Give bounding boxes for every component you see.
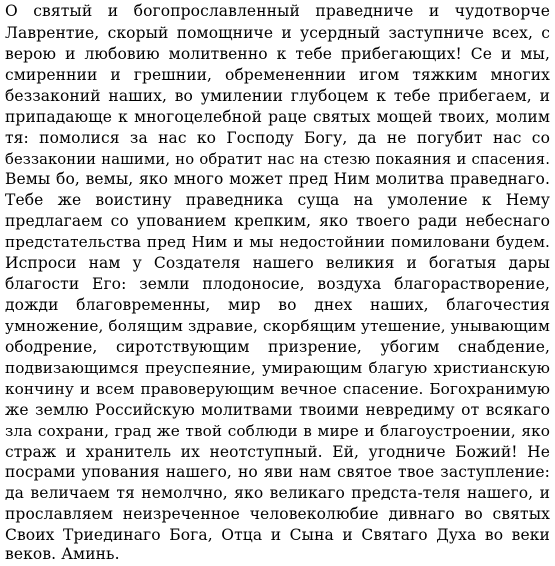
prayer-line: прославляем неизреченное человеколюбие дивнаго во святых [5,505,550,523]
prayer-line: О святый и богопрославленный праведниче и чудотворче [5,2,550,20]
prayer-line: Вемы бо, вемы, яко много может пред Ним молитва праведнаго. [5,170,550,188]
prayer-line: да величаем тя немолчно, яко великаго предста-теля нашего, и [5,484,550,502]
prayer-line: Лаврентие, скорый помощниче и усердный заступниче всех, с [5,24,550,42]
prayer-line: же землю Российскую молитвами твоими невредиму от всякаго [5,401,550,419]
prayer-line: беззаконий наших, во умилении глубоцем к тебе прибегаем, и [5,87,550,105]
prayer-line: зла сохрани, град же твой соблюди в мире и благоустроении, яко [5,422,550,440]
prayer-line: беззаконии нашими, но обратит нас на стезю покаяния и спасения. [5,151,550,168]
prayer-line: посрами упования нашего, но яви нам святое твое заступление: [5,463,550,481]
prayer-line: тя: помолися за нас ко Господу Богу, да не погубит нас со [5,129,550,147]
prayer-line: кончину и всем правоверующим вечное спасение. Богохранимую [5,380,550,398]
prayer-line-final: веков. Аминь. [5,545,120,563]
prayer-text [5,0,550,566]
prayer-line: подвизающимся преуспеяние, умирающим благую христианскую [5,359,550,377]
prayer-line: ободрение, сиротствующим призрение, убогим снабдение, [5,338,550,356]
prayer-line: верою и любовию молитвенно к тебе прибегающих! Се и мы, [5,45,550,63]
prayer-line: страж и хранитель их неотступный. Ей, угодниче Божий! Не [5,443,550,461]
prayer-line: смиреннии и грешнии, обремененнии игом тяжким многих [5,66,550,84]
prayer-line: предстательства пред Ним и мы недостойнии помиловани будем. [5,233,550,251]
prayer-line: предлагаем со упованием крепким, яко твоего ради небеснаго [5,212,550,230]
prayer-line: Испроси нам у Создателя нашего великия и богатыя дары [5,254,550,272]
prayer-line: Своих Триединаго Бога, Отца и Сына и Святаго Духа во веки [5,526,550,544]
prayer-line: Тебе же воистину праведника суща на умоление к Нему [5,191,550,209]
prayer-line: благости Его: земли плодоносие, воздуха благорастворение, [5,275,550,293]
prayer-line: умножение, болящим здравие, скорбящим утешение, унывающим [5,317,550,335]
prayer-line: дожди благовременны, мир во днех наших, благочестия [5,296,550,314]
prayer-line: припадающе к многоцелебной раце святых мощей твоих, молим [5,108,550,126]
